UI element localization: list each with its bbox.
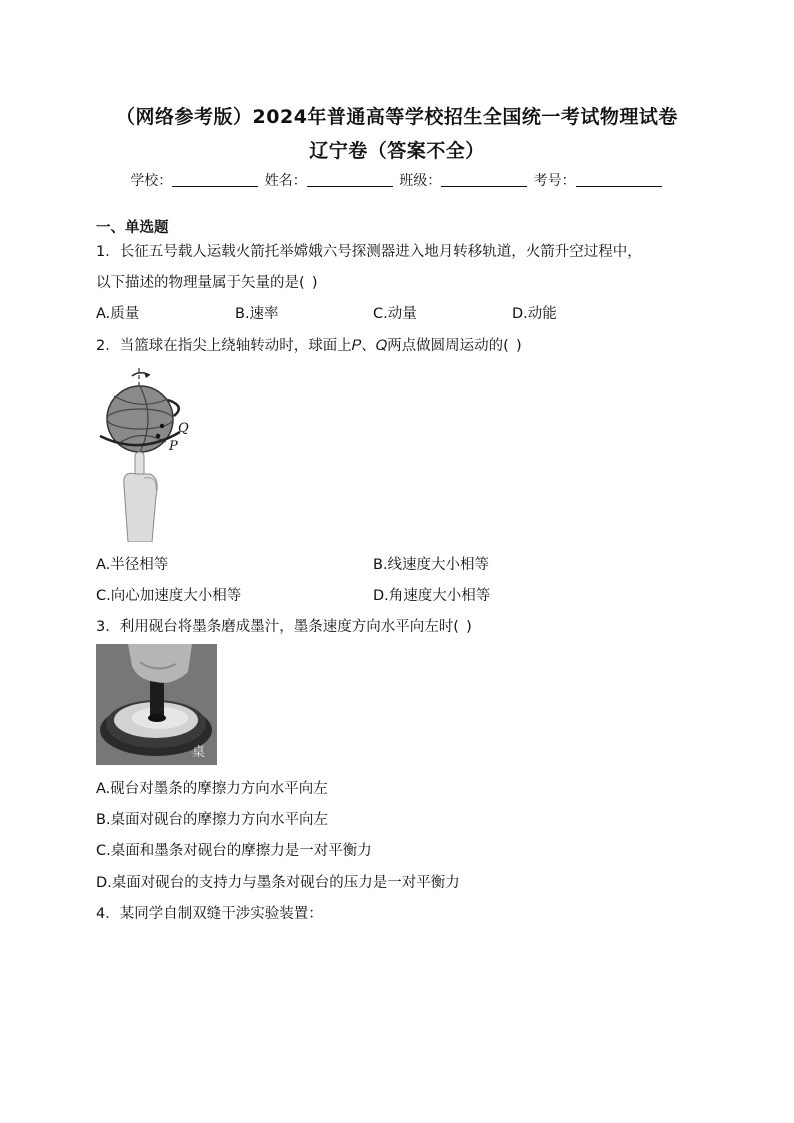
q1-option-a[interactable]: A.质量 — [96, 306, 140, 322]
exam-title-line2: 辽宁卷（答案不全） — [309, 140, 485, 162]
q1-option-c[interactable]: C.动量 — [373, 306, 417, 322]
point-p-label: P — [169, 439, 178, 454]
q3-option-d[interactable]: D.桌面对砚台的支持力与墨条对砚台的压力是一对平衡力 — [96, 875, 460, 891]
q3-option-b[interactable]: B.桌面对砚台的摩擦力方向水平向左 — [96, 812, 329, 828]
name-field[interactable] — [307, 172, 393, 187]
name-label: 姓名： — [264, 173, 307, 189]
q2-option-c[interactable]: C.向心加速度大小相等 — [96, 588, 242, 604]
class-field[interactable] — [441, 172, 527, 187]
basketball-figure — [94, 366, 196, 542]
q3-option-a[interactable]: A.砚台对墨条的摩擦力方向水平向左 — [96, 781, 328, 797]
q1-text-line2: 以下描述的物理量属于矢量的是( ) — [96, 275, 318, 291]
class-label: 班级： — [399, 173, 442, 189]
section-heading: 一、单选题 — [96, 220, 169, 236]
student-info-row — [0, 170, 794, 190]
q3-text: 3．利用砚台将墨条磨成墨汁，墨条速度方向水平向左时( ) — [96, 619, 472, 635]
q2-text: 2．当篮球在指尖上绕轴转动时，球面上𝑃、𝑄两点做圆周运动的( ) — [96, 338, 522, 354]
exam-number-field[interactable] — [576, 172, 662, 187]
q2-option-b[interactable]: B.线速度大小相等 — [373, 557, 490, 573]
q2-option-a[interactable]: A.半径相等 — [96, 557, 169, 573]
q3-option-c[interactable]: C.桌面和墨条对砚台的摩擦力是一对平衡力 — [96, 843, 372, 859]
desk-label: 桌 — [192, 745, 206, 760]
q1-text-line1: 1．长征五号载人运载火箭托举嫦娥六号探测器进入地月转移轨道，火箭升空过程中， — [96, 244, 642, 260]
q4-text: 4．某同学自制双缝干涉实验装置： — [96, 906, 323, 922]
exam-title-line1: （网络参考版）2024年普通高等学校招生全国统一考试物理试卷 — [116, 106, 678, 128]
school-field[interactable] — [172, 172, 258, 187]
inkstone-figure — [96, 644, 217, 765]
point-q-label: Q — [178, 421, 189, 436]
q1-option-b[interactable]: B.速率 — [235, 306, 279, 322]
q1-option-d[interactable]: D.动能 — [512, 306, 557, 322]
exam-number-label: 考号： — [533, 173, 576, 189]
q2-option-d[interactable]: D.角速度大小相等 — [373, 588, 491, 604]
school-label: 学校： — [130, 173, 173, 189]
